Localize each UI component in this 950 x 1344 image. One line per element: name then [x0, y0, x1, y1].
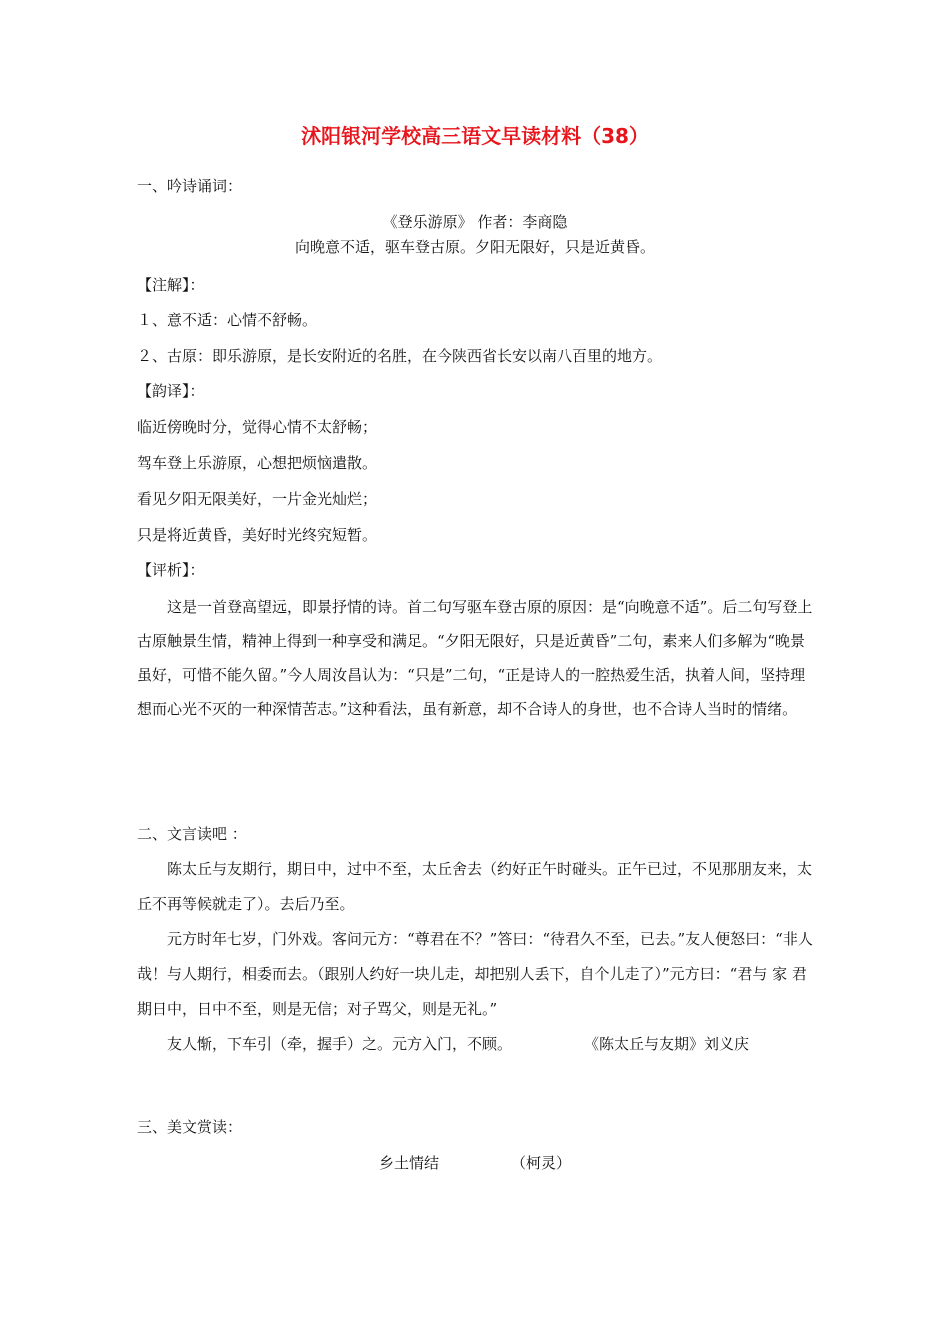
classical-last-line: 友人惭，下车引（牵，握手）之。元方入门，不顾。 《陈太丘与友期》刘义庆	[167, 1035, 750, 1053]
classical-text	[137, 852, 813, 1062]
notes-label: 【注解】：	[137, 276, 205, 294]
translation-label: 【韵译】：	[137, 382, 205, 400]
classical-paragraph: 陈太丘与友期行，期日中，过中不至，太丘舍去（约好正午时碰头。正午已过，不见那朋友来，太丘不再等候就走了）。去后乃至。	[137, 860, 813, 913]
analysis-label: 【评析】：	[137, 561, 205, 579]
note-item: ２、古原：即乐游原，是长安附近的名胜，在今陕西省长安以南八百里的地方。	[137, 347, 663, 365]
classical-paragraph: 元方时年七岁，门外戏。客问元方：“尊君在不？”答曰：“待君久不至，已去。”友人便怒曰：“非人哉！与人期行，相委而去。（跟别人约好一块儿走，却把别人丢下，自个儿走了）”元方曰：“君与 家 君期日中，日中不至，则是无信；对子骂父，则是无礼。”	[137, 930, 813, 1018]
article-author: （柯灵）	[511, 1154, 572, 1172]
translation-line: 驾车登上乐游原，心想把烦恼遣散。	[137, 454, 378, 472]
article-title: 乡土情结	[378, 1154, 439, 1172]
article-heading	[0, 1153, 950, 1173]
section2-heading: 二、文言读吧 ：	[137, 825, 247, 843]
translation-line: 临近傍晚时分，觉得心情不太舒畅；	[137, 418, 378, 436]
analysis-paragraph: 这是一首登高望远，即景抒情的诗。首二句写驱车登古原的原因：是“向晚意不适”。后二句写登上古原触景生情，精神上得到一种享受和满足。“夕阳无限好，只是近黄昏”二句，素来人们多解为“晚景虽好，可惜不能久留。”今人周汝昌认为：“只是”二句，“正是诗人的一腔热爱生活，执着人间，坚持理想而心光不灭的一种深情苦志。”这种看法，虽有新意，却不合诗人的身世，也不合诗人当时的情绪。	[137, 598, 813, 718]
note-item: １、意不适：心情不舒畅。	[137, 311, 318, 329]
translation-line: 看见夕阳无限美好，一片金光灿烂；	[137, 490, 378, 508]
document-title: 沭阳银河学校高三语文早读材料（38）	[301, 124, 649, 148]
classical-source: 《陈太丘与友期》刘义庆	[584, 1035, 750, 1053]
poem-text: 向晚意不适，驱车登古原。夕阳无限好，只是近黄昏。	[294, 238, 655, 256]
section1-heading: 一、吟诗诵词：	[137, 177, 243, 195]
section3-heading: 三、美文赏读：	[137, 1118, 243, 1136]
poem-header: 《登乐游原》 作者：李商隐	[382, 213, 568, 231]
translation-line: 只是将近黄昏，美好时光终究短暂。	[137, 526, 378, 544]
